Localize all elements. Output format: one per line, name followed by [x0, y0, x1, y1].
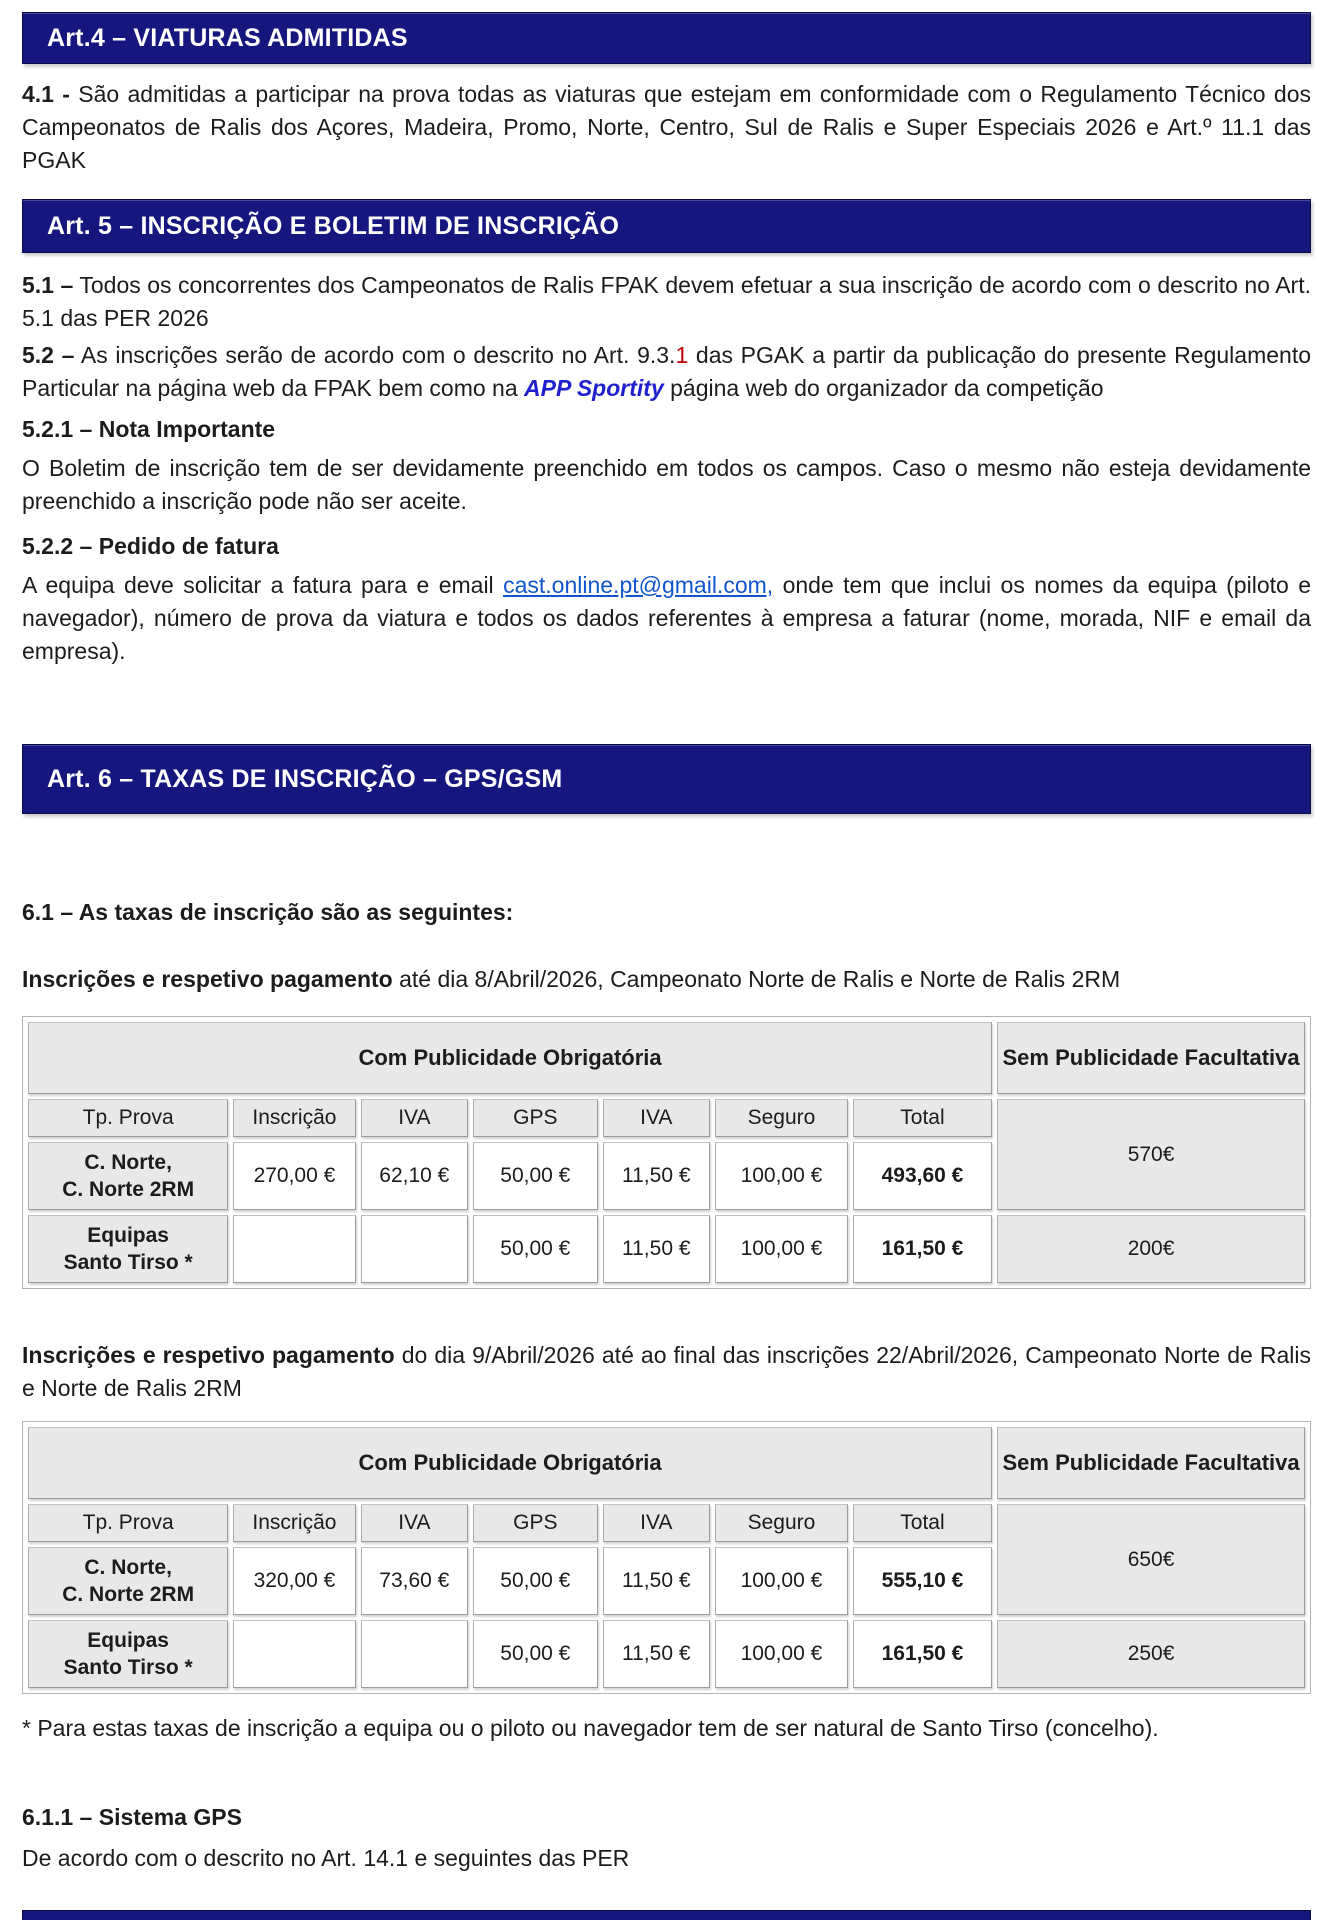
cell-inscricao-empty [233, 1620, 355, 1688]
paragraph-5-2-number: 5.2 – [22, 342, 75, 368]
cell-seguro: 100,00 € [715, 1620, 848, 1688]
table-row-column-headers [28, 1504, 1305, 1542]
table1-intro-rest: até dia 8/Abril/2026, Campeonato Norte de Ralis e Norte de Ralis 2RM [392, 966, 1121, 992]
cell-iva: 62,10 € [361, 1142, 469, 1210]
row-label-equipas: Equipas Santo Tirso * [28, 1620, 228, 1688]
cell-seguro: 100,00 € [715, 1215, 848, 1283]
cell-gps: 50,00 € [473, 1142, 597, 1210]
cell-inscricao: 270,00 € [233, 1142, 355, 1210]
paragraph-5-2-1: O Boletim de inscrição tem de ser devidamente preenchido em todos os campos. Caso o mesmo não esteja devidamente preenchido a inscrição pode não ser aceite. [22, 455, 1311, 514]
paragraph-4-1-text: São admitidas a participar na prova todas as viaturas que estejam em conformidade com o Regulamento Técnico dos Campeonatos de Ralis dos Açores, Madeira, Promo, Norte, Centro, Sul de Ralis e Super Especiais 2026 e Art.º 11.1 das PGAK [22, 81, 1311, 173]
paragraph-5-1 [22, 269, 1311, 335]
section-bar-art4-label: Art.4 – VIATURAS ADMITIDAS [47, 23, 408, 52]
cell-iva2: 11,50 € [603, 1620, 711, 1688]
cell-total: 555,10 € [853, 1547, 992, 1615]
cell-gps: 50,00 € [473, 1215, 597, 1283]
fees-table-late-payment [22, 1421, 1311, 1694]
paragraph-4-1 [22, 78, 1311, 177]
column-header-gps: GPS [473, 1504, 597, 1542]
cell-gps: 50,00 € [473, 1547, 597, 1615]
table1-intro [22, 963, 1311, 996]
paragraph-6-1-1: De acordo com o descrito no Art. 14.1 e seguintes das PER [22, 1845, 630, 1871]
paragraph-5-2-red-digit: 1 [675, 342, 689, 368]
column-header-inscricao: Inscrição [233, 1504, 355, 1542]
column-header-total: Total [853, 1099, 992, 1137]
column-header-tp-prova: Tp. Prova [28, 1504, 228, 1542]
paragraph-5-2-text-b: das PGAK a partir da publicação do presente Regulamento Particular na página web da FPAK bem como na [22, 342, 1311, 401]
cell-seguro: 100,00 € [715, 1142, 848, 1210]
com-publicidade-header: Com Publicidade Obrigatória [28, 1427, 992, 1499]
table-row-column-headers [28, 1099, 1305, 1137]
row-label-c-norte: C. Norte, C. Norte 2RM [28, 1142, 228, 1210]
section-bar-art5-label: Art. 5 – INSCRIÇÃO E BOLETIM DE INSCRIÇÃO [47, 211, 620, 240]
column-header-inscricao: Inscrição [233, 1099, 355, 1137]
cell-iva2: 11,50 € [603, 1142, 711, 1210]
section-bar-art6-label: Art. 6 – TAXAS DE INSCRIÇÃO – GPS/GSM [47, 764, 563, 793]
cell-gps: 50,00 € [473, 1620, 597, 1688]
paragraph-5-2-text-a: As inscrições serão de acordo com o descrito no Art. 9.3. [74, 342, 676, 368]
row-label-c-norte: C. Norte, C. Norte 2RM [28, 1547, 228, 1615]
column-header-iva2: IVA [603, 1099, 711, 1137]
heading-6-1-1: 6.1.1 – Sistema GPS [22, 1804, 242, 1830]
column-header-tp-prova: Tp. Prova [28, 1099, 228, 1137]
cell-total: 493,60 € [853, 1142, 992, 1210]
table2-intro [22, 1339, 1311, 1405]
sem-publicidade-header: Sem Publicidade Facultativa [997, 1022, 1305, 1094]
cell-inscricao: 320,00 € [233, 1547, 355, 1615]
cell-iva-empty [361, 1620, 469, 1688]
cell-iva-empty [361, 1215, 469, 1283]
heading-5-2-1: 5.2.1 – Nota Importante [22, 416, 276, 442]
cell-seguro: 100,00 € [715, 1547, 848, 1615]
paragraph-5-2-text-c: página web do organizador da competição [663, 375, 1104, 401]
section-bar-art5 [22, 199, 1311, 253]
column-header-seguro: Seguro [715, 1504, 848, 1542]
cell-total: 161,50 € [853, 1620, 992, 1688]
table-row-equipas-santo-tirso [28, 1620, 1305, 1688]
fees-table-early-payment [22, 1016, 1311, 1289]
cell-iva: 73,60 € [361, 1547, 469, 1615]
paragraph-5-2-2-text-b: onde tem que inclui os nomes da equipa (piloto e navegador), número de prova da viatura e todos os dados referentes à empresa a faturar (nome, morada, NIF e email da empresa). [22, 572, 1311, 664]
paragraph-5-2 [22, 339, 1311, 405]
column-header-iva2: IVA [603, 1504, 711, 1542]
paragraph-4-1-number: 4.1 - [22, 81, 70, 107]
table-row-publicity-header [28, 1022, 1305, 1094]
section-bar-art6 [22, 744, 1311, 814]
column-header-total: Total [853, 1504, 992, 1542]
sem-publicidade-header: Sem Publicidade Facultativa [997, 1427, 1305, 1499]
column-header-iva: IVA [361, 1099, 469, 1137]
table-row-publicity-header [28, 1427, 1305, 1499]
email-link[interactable]: cast.online.pt@gmail.com, [503, 572, 774, 598]
sem-publicidade-value-row2: 250€ [997, 1620, 1305, 1688]
com-publicidade-header: Com Publicidade Obrigatória [28, 1022, 992, 1094]
column-header-gps: GPS [473, 1099, 597, 1137]
table-row-equipas-santo-tirso [28, 1215, 1305, 1283]
app-sportity-text: APP Sportity [524, 375, 664, 401]
cell-iva2: 11,50 € [603, 1547, 711, 1615]
cell-inscricao-empty [233, 1215, 355, 1283]
table2-intro-rest: do dia 9/Abril/2026 até ao final das inscrições 22/Abril/2026, Campeonato Norte de Ralis e Norte de Ralis 2RM [22, 1342, 1311, 1401]
section-bar-art4 [22, 12, 1311, 64]
table2-intro-bold: Inscrições e respetivo pagamento [22, 1342, 395, 1368]
paragraph-5-2-2 [22, 569, 1311, 668]
santo-tirso-footnote: * Para estas taxas de inscrição a equipa ou o piloto ou navegador tem de ser natural de Santo Tirso (concelho). [22, 1715, 1159, 1741]
cell-iva2: 11,50 € [603, 1215, 711, 1283]
paragraph-5-1-number: 5.1 – [22, 272, 74, 298]
paragraph-5-1-text: Todos os concorrentes dos Campeonatos de Ralis FPAK devem efetuar a sua inscrição de acordo com o descrito no Art. 5.1 das PER 2026 [22, 272, 1311, 331]
column-header-iva: IVA [361, 1504, 469, 1542]
sem-publicidade-value-row1: 650€ [997, 1504, 1305, 1615]
sem-publicidade-value-row2: 200€ [997, 1215, 1305, 1283]
cell-total: 161,50 € [853, 1215, 992, 1283]
table1-intro-bold: Inscrições e respetivo pagamento [22, 966, 393, 992]
heading-5-2-2: 5.2.2 – Pedido de fatura [22, 533, 279, 559]
heading-6-1: 6.1 – As taxas de inscrição são as seguintes: [22, 899, 514, 925]
next-section-bar-top-edge [22, 1910, 1311, 1920]
column-header-seguro: Seguro [715, 1099, 848, 1137]
paragraph-5-2-2-text-a: A equipa deve solicitar a fatura para e email [22, 572, 504, 598]
sem-publicidade-value-row1: 570€ [997, 1099, 1305, 1210]
row-label-equipas: Equipas Santo Tirso * [28, 1215, 228, 1283]
